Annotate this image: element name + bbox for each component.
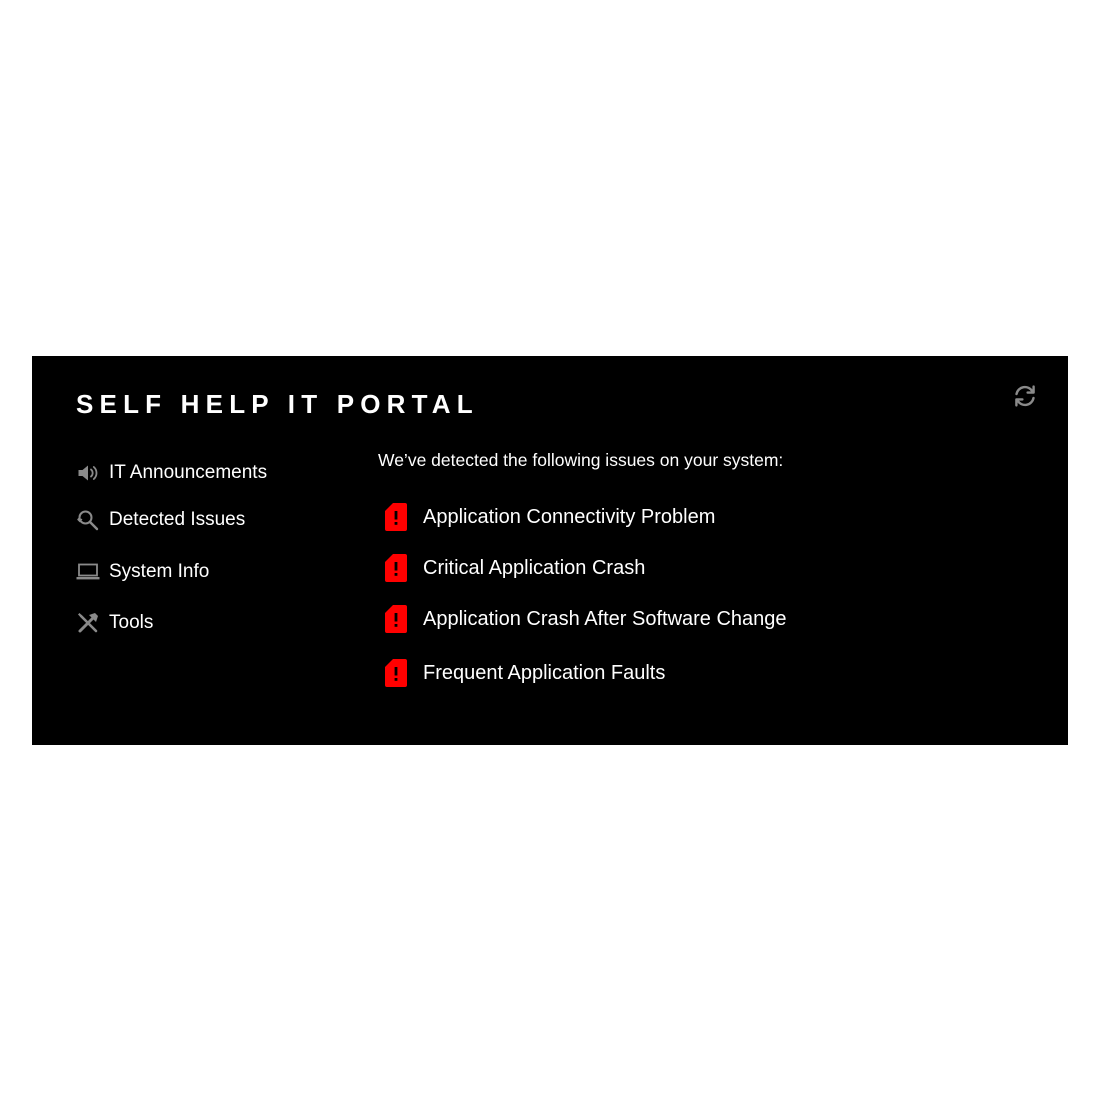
issue-application-connectivity-problem[interactable] <box>384 500 715 534</box>
issue-label: Critical Application Crash <box>423 556 646 579</box>
sidebar-item-label: Detected Issues <box>109 509 246 530</box>
laptop-icon <box>76 560 100 584</box>
alert-icon <box>384 553 408 583</box>
sidebar-item-detected-issues[interactable] <box>76 505 245 535</box>
sidebar-item-it-announcements[interactable] <box>76 458 267 488</box>
issue-label: Frequent Application Faults <box>423 661 666 684</box>
sidebar-item-label: Tools <box>109 612 154 633</box>
sidebar-item-label: IT Announcements <box>109 462 268 483</box>
alert-icon <box>384 502 408 532</box>
sidebar-nav <box>76 356 366 745</box>
refresh-icon[interactable] <box>1012 383 1038 409</box>
issues-intro-text: We’ve detected the following issues on your system: <box>378 450 784 470</box>
issue-critical-application-crash[interactable] <box>384 551 645 585</box>
issue-frequent-application-faults[interactable] <box>384 656 665 690</box>
megaphone-icon <box>76 461 100 485</box>
page-title: SELF HELP IT PORTAL <box>76 389 479 419</box>
issue-application-crash-after-software-change[interactable] <box>384 602 787 636</box>
issue-label: Application Connectivity Problem <box>423 505 716 528</box>
tools-icon <box>76 611 100 635</box>
sidebar-item-label: System Info <box>109 561 210 582</box>
it-portal-panel <box>32 356 1068 745</box>
sidebar-item-system-info[interactable] <box>76 557 209 587</box>
alert-icon <box>384 604 408 634</box>
alert-icon <box>384 658 408 688</box>
search-icon <box>76 508 100 532</box>
sidebar-item-tools[interactable] <box>76 608 153 638</box>
issue-label: Application Crash After Software Change <box>423 607 787 630</box>
